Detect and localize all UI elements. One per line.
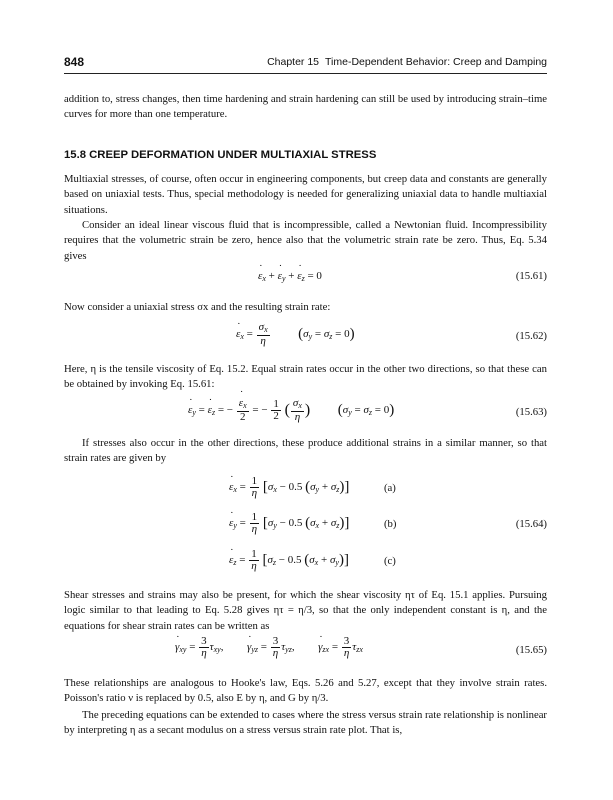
equation-number-15-61: (15.61) (515, 270, 547, 282)
paragraph-uniaxial: Now consider a uniaxial stress σx and the resulting strain rate: (64, 301, 331, 313)
equation-15-61: ε $˙_x + \varepsilon$ $˙_y + \varepsilon$ $˙_z = 0$ (258, 270, 322, 283)
running-chapter: Chapter 15 (267, 56, 320, 68)
paragraph-hookes-law: These relationships are analogous to Hooke's law, Eqs. 5.26 and 5.27, except that they involve strain rates. Poisson's ratio ν is replaced by 0.5, also E by η, and G by η/3. (64, 677, 547, 705)
header-rule (64, 73, 547, 74)
equation-number-15-65: (15.65) (515, 644, 547, 656)
equation-number-15-62: (15.62) (515, 330, 547, 342)
equation-number-15-63: (15.63) (515, 406, 547, 418)
running-header (64, 55, 547, 73)
equation-15-62: ε $˙_x$ = $\frac{\sigma_x}{\eta}$ $(\sigma_y = \sigma_z = 0)$ (236, 322, 355, 347)
paragraph-multiaxial: Multiaxial stresses, of course, often occur in engineering components, but creep data and constants are generally based on uniaxial tests. Thus, special methodology is needed for generalizing uniaxial data to handle multiaxial situations. (64, 173, 547, 216)
paragraph-nonlinear: The preceding equations can be extended to cases where the stress versus strain rate relationship is nonlinear by interpreting η as a secant modulus on a stress versus strain rate plot. That is, (64, 709, 547, 737)
paragraph-continued: addition to, stress changes, then time hardening and strain hardening can still be used by introducing strain–time curves for more than one temperature. (64, 93, 547, 121)
running-title (267, 56, 547, 68)
paragraph-newtonian: Consider an ideal linear viscous fluid that is incompressible, called a Newtonian fluid. Incompressibility requires that the volumetric strain be zero, hence also that the volumetric strain rate be zero. Thus, Eq. 5.34 gives (64, 219, 547, 262)
equation-15-63: ε $˙_y = \varepsilon$ $˙_z$ = − $\frac{\varepsilon ˙_x}{2}$ = − $\frac{1}{2}$ ( $\frac{\sigma_x}{\eta}$ ) $(\sigma_y = \sigma_z = 0)$ (188, 398, 394, 423)
equation-15-64-a: ε $˙_x$ = $\frac{1}{\eta}$ [$\sigma_x - 0.5$ $(\sigma_y + \sigma_z)$] (229, 476, 349, 499)
page-number: 848 (64, 55, 85, 69)
paragraph-additional-stresses: If stresses also occur in the other directions, these produce additional strains in a similar manner, so that strain rates are given by (64, 437, 547, 465)
equation-15-64-c: ε $˙_z$ = $\frac{1}{\eta}$ [$\sigma_z - 0.5$ $(\sigma_x + \sigma_y)$] (229, 549, 349, 572)
running-chapter-title: Time-Dependent Behavior: Creep and Damping (325, 56, 547, 68)
equation-15-64-b: ε $˙_y$ = $\frac{1}{\eta}$ [$\sigma_y - 0.5$ $(\sigma_x + \sigma_z)$] (229, 512, 349, 535)
paragraph-tensile-viscosity: Here, η is the tensile viscosity of Eq. 15.2. Equal strain rates occur in the other two directions, so that these can be obtained by invoking Eq. 15.61: (64, 363, 547, 391)
equation-number-15-64: (15.64) (515, 518, 547, 530)
equation-tag-c: (c) (384, 555, 396, 567)
equation-15-65: γ $˙_{xy}$ = $\frac{3}{\eta}$ $\tau_{xy}$, γ $˙_{yz}$ = $\frac{3}{\eta}$ $\tau_{yz}$, γ $˙_{zx}$ = $\frac{3}{\eta}$ $\tau_{zx}$ (175, 636, 363, 659)
section-heading: 15.8 CREEP DEFORMATION UNDER MULTIAXIAL STRESS (64, 149, 377, 161)
paragraph-shear: Shear stresses and strains may also be present, for which the shear viscosity ητ of Eq. 15.1 applies. Pursuing logic similar to that leading to Eq. 5.28 gives ητ = η/3, so that the only independent constant is η, and the equations for shear strain rates can be written as (64, 589, 547, 632)
equation-tag-a: (a) (384, 482, 396, 494)
equation-tag-b: (b) (384, 518, 397, 530)
